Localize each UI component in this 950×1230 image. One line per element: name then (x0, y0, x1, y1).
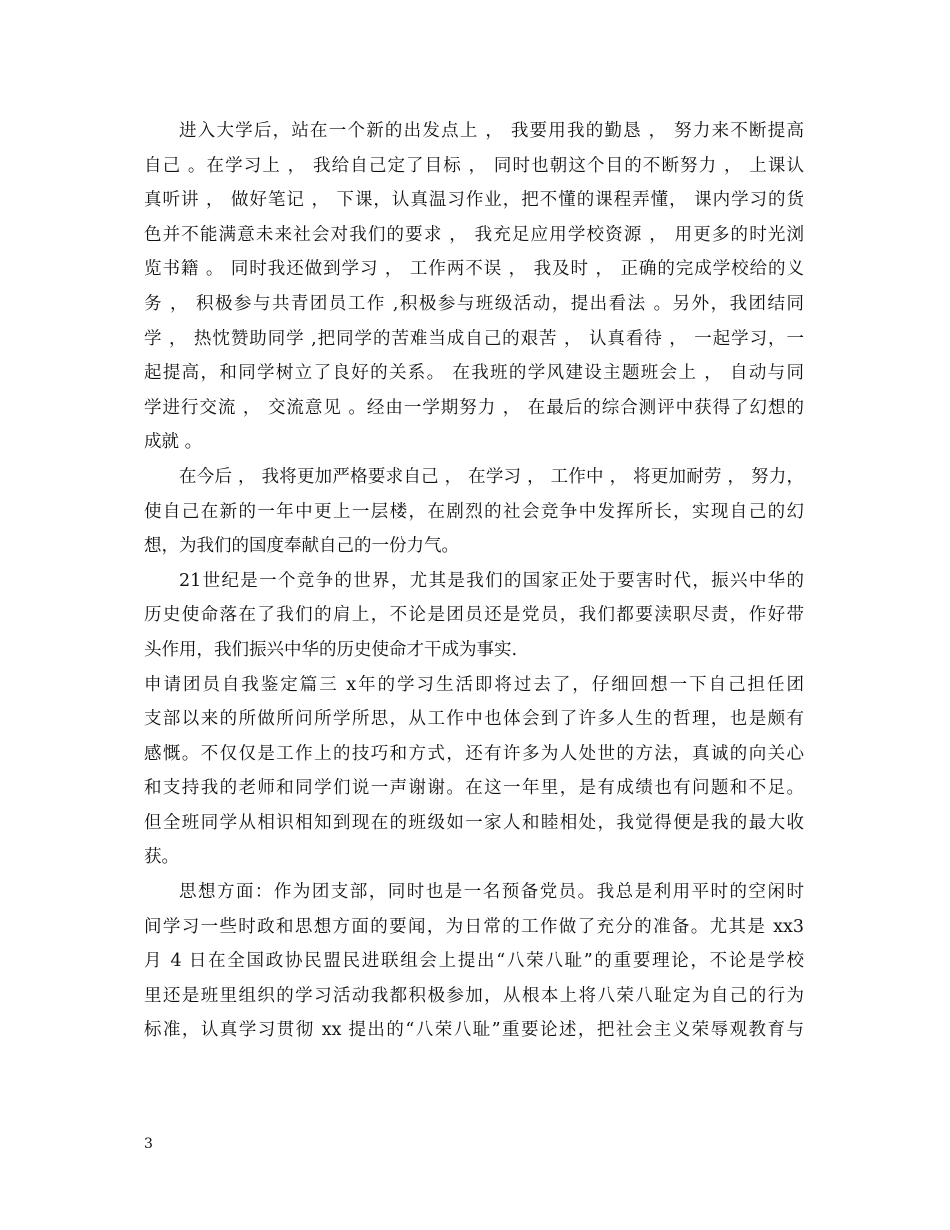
paragraph-2-line-3: 想，为我们的国度奉献自己的一份力气。 (144, 536, 459, 557)
paragraph-1-line-5: 览书籍 。 同时我还做到学习 ， 工作两不误 ， 我及时 ， 正确的完成学校给的义 (144, 259, 804, 280)
paragraph-2-line-1: 在今后 ， 我将更加严格要求自己 ， 在学习 ， 工作中 ， 将更加耐劳 ， 努力， (179, 466, 804, 487)
paragraph-5-line-3: 月 4 日在全国政协民盟民进联组会上提出“八荣八耻”的重要理论，不论是学校 (144, 951, 804, 972)
page-number: 3 (144, 1136, 153, 1152)
paragraph-1-line-10: 成就 。 (144, 432, 203, 453)
document-body (144, 114, 804, 1048)
paragraph-1-line-4: 色并不能满意未来社会对我们的要求 ， 我充足应用学校资源 ， 用更多的时光浏 (144, 224, 804, 245)
paragraph-3-line-1: 21世纪是一个竞争的世界，尤其是我们的国家正处于要害时代，振兴中华的 (179, 570, 804, 591)
paragraph-1-line-9: 学进行交流 ， 交流意见 。经由一学期努力 ， 在最后的综合测评中获得了幻想的 (144, 397, 804, 418)
paragraph-5-line-2: 间学习一些时政和思想方面的要闻，为日常的工作做了充分的准备。尤其是 xx3 (144, 916, 804, 937)
paragraph-1-line-6: 务 ， 积极参与共青团员工作 ,积极参与班级活动，提出看法 。另外，我团结同 (144, 293, 804, 314)
paragraph-2-line-2: 使自己在新的一年中更上一层楼，在剧烈的社会竞争中发挥所长，实现自己的幻 (144, 501, 804, 522)
paragraph-5-line-5: 标准，认真学习贯彻 xx 提出的“八荣八耻”重要论述，把社会主义荣辱观教育与 (144, 1020, 804, 1041)
paragraph-4-line-1: 申请团员自我鉴定篇三 x年的学习生活即将过去了，仔细回想一下自己担任团 (144, 674, 804, 695)
paragraph-1-line-1: 进入大学后，站在一个新的出发点上 ， 我要用我的勤恳 ， 努力来不断提高 (179, 121, 804, 141)
paragraph-3-line-3: 头作用，我们振兴中华的历史使命才干成为事实. (144, 639, 518, 660)
paragraph-4-line-4: 和支持我的老师和同学们说一声谢谢。在这一年里，是有成绩也有问题和不足。 (144, 778, 804, 799)
paragraph-1-line-8: 起提高，和同学树立了良好的关系。 在我班的学风建设主题班会上 ， 自动与同 (144, 363, 804, 384)
paragraph-4-line-3: 感慨。不仅仅是工作上的技巧和方式，还有许多为人处世的方法，真诚的向关心 (144, 743, 804, 764)
paragraph-1-line-7: 学 ， 热忱赞助同学 ,把同学的苦难当成自己的艰苦 ， 认真看待 ， 一起学习，一 (144, 328, 804, 349)
paragraph-5-line-4: 里还是班里组织的学习活动我都积极参加，从根本上将八荣八耻定为自己的行为 (144, 985, 804, 1006)
paragraph-3-line-2: 历史使命落在了我们的肩上，不论是团员还是党员，我们都要渎职尽责，作好带 (144, 605, 804, 626)
paragraph-1-line-3: 真听讲 ， 做好笔记 ， 下课，认真温习作业，把不懂的课程弄懂， 课内学习的货 (144, 190, 804, 211)
paragraph-4-line-6: 获。 (144, 847, 179, 868)
paragraph-4-line-5: 但全班同学从相识相知到现在的班级如一家人和睦相处，我觉得便是我的最大收 (144, 812, 804, 833)
paragraph-4-line-2: 支部以来的所做所问所学所思，从工作中也体会到了许多人生的哲理，也是颇有 (144, 709, 804, 730)
paragraph-1-line-2: 自己 。在学习上 ， 我给自己定了目标 ， 同时也朝这个目的不断努力 ， 上课认 (144, 155, 804, 176)
paragraph-5-line-1: 思想方面：作为团支部，同时也是一名预备党员。我总是利用平时的空闲时 (179, 882, 804, 903)
